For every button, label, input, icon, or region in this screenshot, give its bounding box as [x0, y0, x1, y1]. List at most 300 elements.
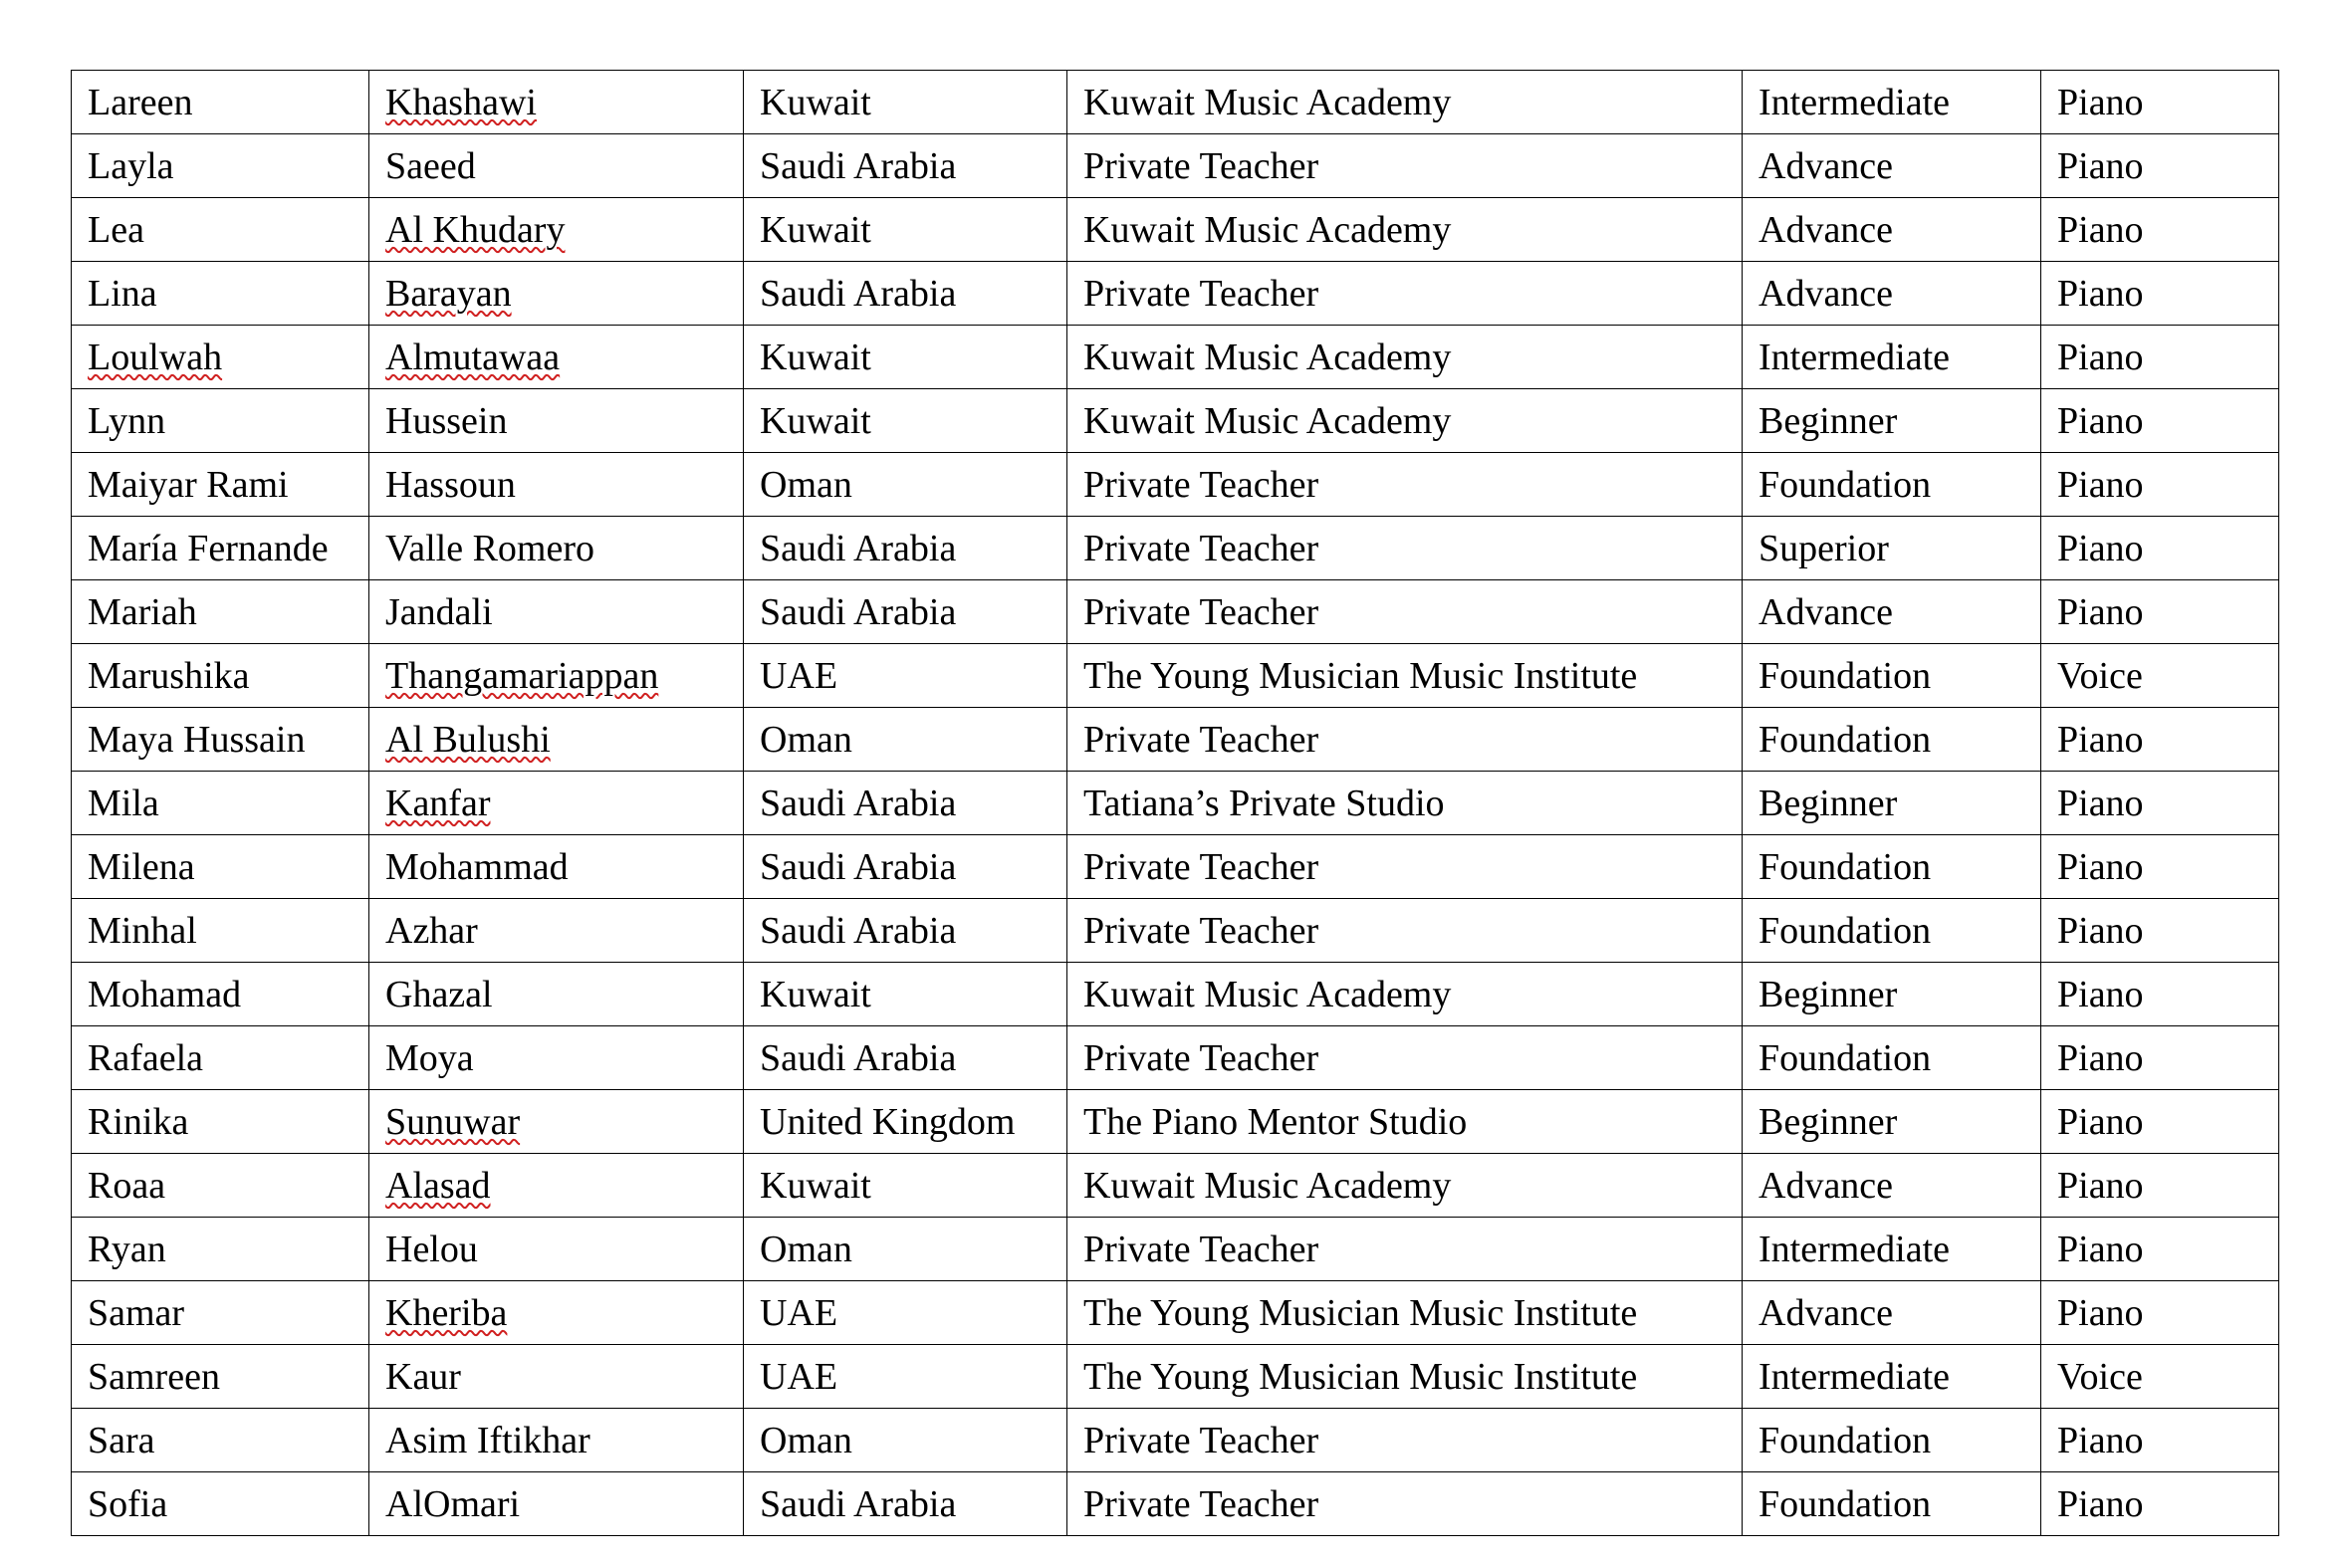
last-name-text: Hassoun: [385, 463, 516, 506]
cell-level: [1743, 835, 2041, 899]
country-text: Oman: [760, 1419, 852, 1461]
cell-last-name: [369, 71, 744, 134]
first-name-text: Lea: [88, 208, 144, 251]
level-text: Foundation: [1759, 654, 1932, 697]
cell-last-name: [369, 963, 744, 1026]
instrument-text: Piano: [2057, 208, 2144, 251]
last-name-text: Helou: [385, 1228, 478, 1270]
level-text: Advance: [1759, 1291, 1894, 1334]
cell-level: [1743, 1154, 2041, 1218]
country-text: Kuwait: [760, 208, 871, 251]
cell-first-name: [72, 517, 369, 580]
instrument-text: Piano: [2057, 973, 2144, 1015]
cell-first-name: [72, 708, 369, 772]
last-name-text: AlOmari: [385, 1482, 521, 1525]
last-name-text: Jandali: [385, 590, 493, 633]
cell-institution: [1067, 1090, 1743, 1154]
first-name-text: Lina: [88, 272, 157, 315]
cell-country: [744, 134, 1067, 198]
cell-first-name: [72, 899, 369, 963]
cell-level: [1743, 1345, 2041, 1409]
cell-instrument: [2041, 326, 2279, 389]
cell-level: [1743, 772, 2041, 835]
table-row: [72, 389, 2279, 453]
cell-first-name: [72, 963, 369, 1026]
cell-country: [744, 517, 1067, 580]
level-text: Foundation: [1759, 1036, 1932, 1079]
country-text: Kuwait: [760, 336, 871, 378]
cell-institution: [1067, 326, 1743, 389]
table-row: [72, 517, 2279, 580]
cell-institution: [1067, 1154, 1743, 1218]
cell-level: [1743, 198, 2041, 262]
last-name-text: Asim Iftikhar: [385, 1419, 590, 1461]
cell-instrument: [2041, 580, 2279, 644]
cell-last-name: [369, 835, 744, 899]
country-text: Kuwait: [760, 399, 871, 442]
institution-text: Kuwait Music Academy: [1083, 399, 1452, 442]
table-row: [72, 1026, 2279, 1090]
last-name-text: Alasad: [385, 1164, 491, 1207]
institution-text: Kuwait Music Academy: [1083, 208, 1452, 251]
instrument-text: Piano: [2057, 527, 2144, 569]
country-text: Oman: [760, 1228, 852, 1270]
institution-text: Private Teacher: [1083, 272, 1319, 315]
country-text: UAE: [760, 1291, 838, 1334]
country-text: Saudi Arabia: [760, 527, 957, 569]
cell-country: [744, 835, 1067, 899]
institution-text: Private Teacher: [1083, 909, 1319, 952]
cell-first-name: [72, 326, 369, 389]
cell-level: [1743, 963, 2041, 1026]
institution-text: Private Teacher: [1083, 527, 1319, 569]
country-text: Saudi Arabia: [760, 590, 957, 633]
first-name-text: Rafaela: [88, 1036, 204, 1079]
cell-country: [744, 326, 1067, 389]
cell-country: [744, 963, 1067, 1026]
cell-institution: [1067, 1409, 1743, 1472]
cell-country: [744, 71, 1067, 134]
level-text: Foundation: [1759, 718, 1932, 761]
first-name-text: Milena: [88, 845, 195, 888]
cell-institution: [1067, 899, 1743, 963]
cell-instrument: [2041, 963, 2279, 1026]
level-text: Advance: [1759, 590, 1894, 633]
cell-level: [1743, 1281, 2041, 1345]
cell-institution: [1067, 963, 1743, 1026]
student-table: [71, 70, 2279, 1536]
last-name-text: Almutawaa: [385, 336, 561, 378]
cell-instrument: [2041, 1409, 2279, 1472]
table-row: [72, 644, 2279, 708]
cell-institution: [1067, 644, 1743, 708]
cell-first-name: [72, 198, 369, 262]
first-name-text: Marushika: [88, 654, 250, 697]
level-text: Intermediate: [1759, 1355, 1951, 1398]
first-name-text: María Fernande: [88, 527, 329, 569]
cell-instrument: [2041, 708, 2279, 772]
cell-instrument: [2041, 1281, 2279, 1345]
table-row: [72, 326, 2279, 389]
level-text: Intermediate: [1759, 1228, 1951, 1270]
cell-level: [1743, 1090, 2041, 1154]
last-name-text: Mohammad: [385, 845, 569, 888]
table-row: [72, 134, 2279, 198]
institution-text: Kuwait Music Academy: [1083, 81, 1452, 123]
table-row: [72, 198, 2279, 262]
cell-country: [744, 453, 1067, 517]
cell-institution: [1067, 389, 1743, 453]
last-name-text: Khashawi: [385, 81, 537, 123]
institution-text: Kuwait Music Academy: [1083, 1164, 1452, 1207]
instrument-text: Piano: [2057, 336, 2144, 378]
cell-country: [744, 1026, 1067, 1090]
instrument-text: Voice: [2057, 1355, 2143, 1398]
cell-level: [1743, 71, 2041, 134]
cell-level: [1743, 899, 2041, 963]
cell-last-name: [369, 1218, 744, 1281]
table-row: [72, 1218, 2279, 1281]
first-name-text: Lynn: [88, 399, 166, 442]
cell-instrument: [2041, 198, 2279, 262]
cell-institution: [1067, 71, 1743, 134]
cell-country: [744, 1090, 1067, 1154]
level-text: Superior: [1759, 527, 1889, 569]
last-name-text: Saeed: [385, 144, 476, 187]
first-name-text: Loulwah: [88, 336, 223, 378]
country-text: Kuwait: [760, 973, 871, 1015]
level-text: Advance: [1759, 272, 1894, 315]
cell-country: [744, 262, 1067, 326]
institution-text: The Young Musician Music Institute: [1083, 654, 1638, 697]
last-name-text: Kanfar: [385, 782, 491, 824]
cell-first-name: [72, 1281, 369, 1345]
table-row: [72, 1154, 2279, 1218]
cell-last-name: [369, 326, 744, 389]
institution-text: Private Teacher: [1083, 845, 1319, 888]
cell-level: [1743, 262, 2041, 326]
cell-level: [1743, 517, 2041, 580]
cell-instrument: [2041, 772, 2279, 835]
instrument-text: Piano: [2057, 272, 2144, 315]
first-name-text: Lareen: [88, 81, 193, 123]
instrument-text: Piano: [2057, 463, 2144, 506]
cell-first-name: [72, 1472, 369, 1536]
instrument-text: Piano: [2057, 590, 2144, 633]
cell-first-name: [72, 580, 369, 644]
cell-country: [744, 1345, 1067, 1409]
cell-first-name: [72, 644, 369, 708]
last-name-text: Moya: [385, 1036, 474, 1079]
cell-last-name: [369, 1026, 744, 1090]
first-name-text: Samar: [88, 1291, 185, 1334]
cell-first-name: [72, 1409, 369, 1472]
cell-institution: [1067, 1345, 1743, 1409]
cell-last-name: [369, 1409, 744, 1472]
cell-country: [744, 708, 1067, 772]
instrument-text: Piano: [2057, 1100, 2144, 1143]
cell-country: [744, 389, 1067, 453]
cell-first-name: [72, 1026, 369, 1090]
cell-country: [744, 1154, 1067, 1218]
first-name-text: Rinika: [88, 1100, 189, 1143]
country-text: Saudi Arabia: [760, 1482, 957, 1525]
first-name-text: Roaa: [88, 1164, 166, 1207]
cell-institution: [1067, 835, 1743, 899]
cell-institution: [1067, 1472, 1743, 1536]
cell-instrument: [2041, 71, 2279, 134]
instrument-text: Piano: [2057, 81, 2144, 123]
country-text: Saudi Arabia: [760, 845, 957, 888]
instrument-text: Piano: [2057, 845, 2144, 888]
instrument-text: Piano: [2057, 1036, 2144, 1079]
level-text: Advance: [1759, 208, 1894, 251]
cell-instrument: [2041, 644, 2279, 708]
cell-instrument: [2041, 517, 2279, 580]
instrument-text: Piano: [2057, 782, 2144, 824]
country-text: Oman: [760, 718, 852, 761]
country-text: Saudi Arabia: [760, 272, 957, 315]
table-row: [72, 835, 2279, 899]
cell-instrument: [2041, 835, 2279, 899]
cell-first-name: [72, 389, 369, 453]
cell-level: [1743, 134, 2041, 198]
institution-text: Private Teacher: [1083, 1228, 1319, 1270]
level-text: Beginner: [1759, 973, 1898, 1015]
instrument-text: Piano: [2057, 1419, 2144, 1461]
table-row: [72, 262, 2279, 326]
instrument-text: Piano: [2057, 1482, 2144, 1525]
country-text: Saudi Arabia: [760, 782, 957, 824]
institution-text: Private Teacher: [1083, 590, 1319, 633]
cell-first-name: [72, 772, 369, 835]
instrument-text: Piano: [2057, 1228, 2144, 1270]
last-name-text: Sunuwar: [385, 1100, 521, 1143]
table-row: [72, 1409, 2279, 1472]
cell-last-name: [369, 899, 744, 963]
country-text: UAE: [760, 1355, 838, 1398]
cell-instrument: [2041, 389, 2279, 453]
first-name-text: Mariah: [88, 590, 197, 633]
last-name-text: Barayan: [385, 272, 512, 315]
institution-text: Private Teacher: [1083, 144, 1319, 187]
cell-country: [744, 772, 1067, 835]
cell-last-name: [369, 1281, 744, 1345]
cell-institution: [1067, 1218, 1743, 1281]
level-text: Beginner: [1759, 782, 1898, 824]
cell-country: [744, 1281, 1067, 1345]
instrument-text: Voice: [2057, 654, 2143, 697]
cell-last-name: [369, 453, 744, 517]
instrument-text: Piano: [2057, 1164, 2144, 1207]
cell-last-name: [369, 1345, 744, 1409]
instrument-text: Piano: [2057, 909, 2144, 952]
cell-first-name: [72, 262, 369, 326]
last-name-text: Thangamariappan: [385, 654, 659, 697]
instrument-text: Piano: [2057, 399, 2144, 442]
cell-level: [1743, 453, 2041, 517]
table-row: [72, 899, 2279, 963]
cell-level: [1743, 1409, 2041, 1472]
last-name-text: Hussein: [385, 399, 508, 442]
cell-last-name: [369, 134, 744, 198]
table-body: [72, 71, 2279, 1536]
cell-first-name: [72, 835, 369, 899]
cell-level: [1743, 1472, 2041, 1536]
cell-country: [744, 644, 1067, 708]
first-name-text: Samreen: [88, 1355, 220, 1398]
cell-institution: [1067, 580, 1743, 644]
institution-text: Private Teacher: [1083, 1419, 1319, 1461]
cell-last-name: [369, 1090, 744, 1154]
level-text: Foundation: [1759, 463, 1932, 506]
instrument-text: Piano: [2057, 144, 2144, 187]
cell-level: [1743, 1026, 2041, 1090]
cell-institution: [1067, 1281, 1743, 1345]
last-name-text: Ghazal: [385, 973, 493, 1015]
level-text: Foundation: [1759, 909, 1932, 952]
table-row: [72, 580, 2279, 644]
cell-first-name: [72, 453, 369, 517]
cell-institution: [1067, 1026, 1743, 1090]
first-name-text: Sara: [88, 1419, 155, 1461]
cell-first-name: [72, 1345, 369, 1409]
cell-instrument: [2041, 1472, 2279, 1536]
cell-last-name: [369, 262, 744, 326]
cell-country: [744, 580, 1067, 644]
cell-first-name: [72, 1090, 369, 1154]
cell-institution: [1067, 772, 1743, 835]
cell-instrument: [2041, 1218, 2279, 1281]
institution-text: Private Teacher: [1083, 1036, 1319, 1079]
cell-level: [1743, 580, 2041, 644]
institution-text: The Young Musician Music Institute: [1083, 1355, 1638, 1398]
level-text: Advance: [1759, 144, 1894, 187]
country-text: Kuwait: [760, 81, 871, 123]
table-row: [72, 1281, 2279, 1345]
table-row: [72, 71, 2279, 134]
table-row: [72, 708, 2279, 772]
cell-instrument: [2041, 1154, 2279, 1218]
first-name-text: Maiyar Rami: [88, 463, 289, 506]
cell-last-name: [369, 1154, 744, 1218]
institution-text: The Piano Mentor Studio: [1083, 1100, 1468, 1143]
country-text: United Kingdom: [760, 1100, 1016, 1143]
cell-country: [744, 1218, 1067, 1281]
table-row: [72, 1090, 2279, 1154]
table-row: [72, 772, 2279, 835]
cell-first-name: [72, 134, 369, 198]
cell-institution: [1067, 517, 1743, 580]
cell-country: [744, 198, 1067, 262]
cell-last-name: [369, 517, 744, 580]
cell-instrument: [2041, 1345, 2279, 1409]
cell-instrument: [2041, 1090, 2279, 1154]
cell-last-name: [369, 1472, 744, 1536]
cell-level: [1743, 708, 2041, 772]
instrument-text: Piano: [2057, 718, 2144, 761]
level-text: Foundation: [1759, 1482, 1932, 1525]
country-text: UAE: [760, 654, 838, 697]
institution-text: Private Teacher: [1083, 718, 1319, 761]
cell-country: [744, 1472, 1067, 1536]
table-row: [72, 1345, 2279, 1409]
cell-level: [1743, 1218, 2041, 1281]
level-text: Intermediate: [1759, 336, 1951, 378]
country-text: Kuwait: [760, 1164, 871, 1207]
cell-last-name: [369, 644, 744, 708]
level-text: Advance: [1759, 1164, 1894, 1207]
institution-text: The Young Musician Music Institute: [1083, 1291, 1638, 1334]
table-row: [72, 1472, 2279, 1536]
first-name-text: Layla: [88, 144, 174, 187]
cell-institution: [1067, 708, 1743, 772]
institution-text: Private Teacher: [1083, 463, 1319, 506]
first-name-text: Minhal: [88, 909, 197, 952]
cell-country: [744, 1409, 1067, 1472]
first-name-text: Maya Hussain: [88, 718, 306, 761]
level-text: Beginner: [1759, 399, 1898, 442]
cell-last-name: [369, 198, 744, 262]
last-name-text: Valle Romero: [385, 527, 595, 569]
cell-last-name: [369, 772, 744, 835]
cell-instrument: [2041, 453, 2279, 517]
cell-first-name: [72, 71, 369, 134]
institution-text: Private Teacher: [1083, 1482, 1319, 1525]
country-text: Saudi Arabia: [760, 1036, 957, 1079]
country-text: Oman: [760, 463, 852, 506]
instrument-text: Piano: [2057, 1291, 2144, 1334]
last-name-text: Al Khudary: [385, 208, 566, 251]
level-text: Foundation: [1759, 845, 1932, 888]
cell-level: [1743, 644, 2041, 708]
institution-text: Kuwait Music Academy: [1083, 973, 1452, 1015]
last-name-text: Kaur: [385, 1355, 461, 1398]
first-name-text: Mila: [88, 782, 159, 824]
cell-level: [1743, 389, 2041, 453]
cell-institution: [1067, 262, 1743, 326]
first-name-text: Sofia: [88, 1482, 168, 1525]
cell-institution: [1067, 198, 1743, 262]
last-name-text: Azhar: [385, 909, 478, 952]
cell-instrument: [2041, 262, 2279, 326]
cell-last-name: [369, 389, 744, 453]
cell-first-name: [72, 1154, 369, 1218]
level-text: Foundation: [1759, 1419, 1932, 1461]
table-row: [72, 453, 2279, 517]
last-name-text: Kheriba: [385, 1291, 508, 1334]
cell-instrument: [2041, 134, 2279, 198]
cell-instrument: [2041, 899, 2279, 963]
last-name-text: Al Bulushi: [385, 718, 551, 761]
country-text: Saudi Arabia: [760, 909, 957, 952]
cell-last-name: [369, 580, 744, 644]
cell-country: [744, 899, 1067, 963]
first-name-text: Ryan: [88, 1228, 166, 1270]
country-text: Saudi Arabia: [760, 144, 957, 187]
level-text: Beginner: [1759, 1100, 1898, 1143]
first-name-text: Mohamad: [88, 973, 242, 1015]
cell-first-name: [72, 1218, 369, 1281]
cell-last-name: [369, 708, 744, 772]
cell-institution: [1067, 453, 1743, 517]
table-row: [72, 963, 2279, 1026]
cell-level: [1743, 326, 2041, 389]
institution-text: Kuwait Music Academy: [1083, 336, 1452, 378]
institution-text: Tatiana’s Private Studio: [1083, 782, 1445, 824]
cell-institution: [1067, 134, 1743, 198]
cell-instrument: [2041, 1026, 2279, 1090]
